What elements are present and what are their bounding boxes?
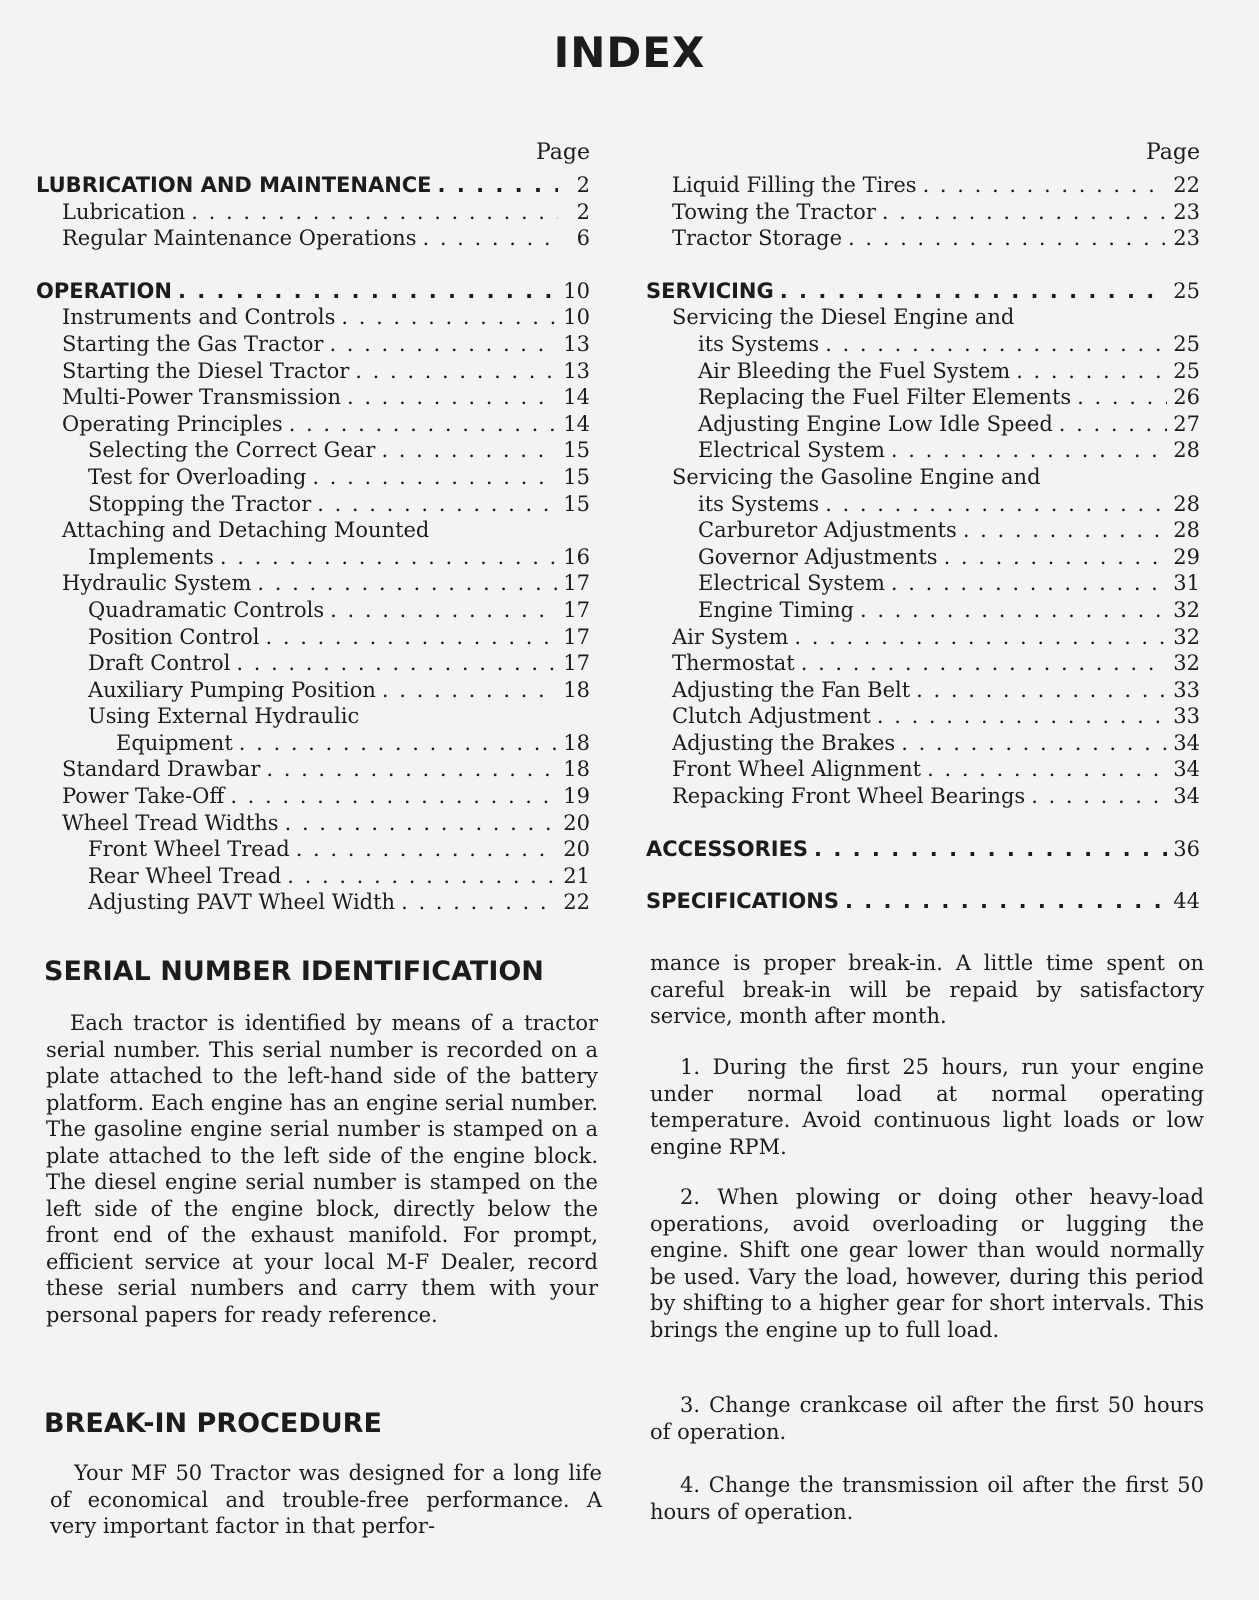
index-entry-page: 34 [1173,757,1200,782]
index-entry [646,650,1206,677]
dot-leader [191,199,558,226]
index-entry-label: Engine Timing [698,597,854,622]
index-entry [36,783,596,810]
breakin-intro: Your MF 50 Tractor was designed for a long life of economical and trouble-free performance. A very important factor in that perfor- [50,1461,602,1538]
index-entry-page: 13 [563,358,590,383]
index-entry-label: its Systems [698,331,820,356]
index-entry-label: OPERATION [36,278,172,303]
dot-leader [860,597,1167,624]
breakin-item-2: 2. When plowing or doing other heavy-load operations, avoid overloading or lugging the engine. Shift one gear lower than would normally be used. Vary the load, however, during this period by shifting to a higher gear for short intervals. This brings the engine up to full load. [650,1185,1204,1342]
index-entry-page: 16 [563,544,590,569]
index-entry-label: Rear Wheel Tread [88,863,282,888]
dot-leader [944,544,1168,571]
index-entry-label: LUBRICATION AND MAINTENANCE [36,173,432,197]
index-entry [36,225,596,252]
index-entry [646,491,1206,518]
index-entry-page: 33 [1173,677,1200,702]
index-entry-page: 32 [1173,597,1200,622]
dot-leader [355,358,557,385]
index-entry-page: 26 [1173,385,1200,410]
index-entry-label: Test for Overloading [88,464,307,489]
index-entry [36,199,596,226]
index-entry [36,889,596,916]
index-entry [646,677,1206,704]
index-list-left [36,172,596,916]
index-entry [36,703,596,730]
breakin-item-1: 1. During the first 25 hours, run your engine under normal load at normal operating temperature. Avoid continuous light loads or low engine RPM. [650,1055,1204,1159]
dot-leader [1059,411,1167,438]
index-entry-page: 29 [1173,544,1200,569]
index-entry-label: Position Control [88,624,260,649]
index-entry [646,783,1206,810]
index-entry [646,384,1206,411]
index-entry [36,650,596,677]
dot-leader [882,199,1167,226]
dot-leader [296,836,558,863]
index-entry-page: 20 [563,810,590,835]
index-entry-page: 20 [563,837,590,862]
index-entry-page: 2 [576,173,590,197]
index-entry-label: Regular Maintenance Operations [62,226,417,251]
index-entry [36,517,596,544]
index-entry [646,517,1206,544]
index-entry [36,810,596,837]
index-right-column [646,138,1206,915]
index-gap [36,252,596,278]
index-entry-page: 2 [576,199,590,224]
index-entry-label: Replacing the Fuel Filter Elements [698,385,1072,410]
index-entry-label: Instruments and Controls [62,305,336,330]
dot-leader [382,677,557,704]
index-entry-page: 13 [563,331,590,356]
index-entry-page: 25 [1173,331,1200,356]
index-entry-label: Using External Hydraulic [88,704,360,729]
index-entry-page: 18 [563,677,590,702]
dot-leader [794,624,1167,651]
index-section-heading [36,172,596,199]
dot-leader [438,172,558,199]
index-entry-page: 34 [1173,730,1200,755]
index-entry-label: Adjusting Engine Low Idle Speed [698,411,1053,436]
index-entry-label: Operating Principles [62,411,283,436]
index-entry-page: 10 [563,278,590,303]
index-entry-label: Adjusting PAVT Wheel Width [88,890,396,915]
index-entry-label: Servicing the Gasoline Engine and [672,464,1041,489]
index-entry-label: Power Take-Off [62,784,225,809]
index-entry-label: Adjusting the Fan Belt [672,677,911,702]
index-entry-label: Clutch Adjustment [672,704,871,729]
index-entry [646,730,1206,757]
dot-leader [312,464,557,491]
index-entry-label: ACCESSORIES [646,836,809,861]
index-entry-page: 22 [563,890,590,915]
index-entry [36,730,596,757]
index-entry-label: Governor Adjustments [698,544,938,569]
index-entry-label: Attaching and Detaching Mounted [62,518,430,543]
index-entry [36,570,596,597]
index-entry [646,756,1206,783]
page-title: INDEX [553,28,706,77]
index-entry [646,199,1206,226]
index-entry-page: 21 [563,863,590,888]
index-entry-label: Servicing the Diesel Engine and [672,305,1015,330]
index-entry-page: 17 [563,597,590,622]
dot-leader [1031,783,1167,810]
index-entry-label: Wheel Tread Widths [62,810,279,835]
index-entry [646,597,1206,624]
index-entry [646,544,1206,571]
index-entry-page: 32 [1173,651,1200,676]
index-entry-page: 6 [576,226,590,251]
dot-leader [923,172,1168,199]
dot-leader [825,491,1167,518]
index-entry-label: Front Wheel Alignment [672,757,922,782]
index-entry [36,624,596,651]
index-list-right [646,172,1206,915]
dot-leader [916,677,1167,704]
dot-leader [848,225,1167,252]
breakin-item-4: 4. Change the transmission oil after the first 50 hours of operation. [650,1473,1204,1524]
index-entry [36,384,596,411]
index-entry-label: Lubrication [62,199,186,224]
dot-leader [825,331,1167,358]
index-entry-label: Air Bleeding the Fuel System [698,358,1011,383]
dot-leader [381,437,557,464]
index-entry [36,437,596,464]
index-entry [36,358,596,385]
index-entry-label: Selecting the Correct Gear [88,438,376,463]
index-entry-page: 23 [1173,226,1200,251]
dot-leader [780,278,1168,305]
page-column-header: Page [535,140,590,165]
index-entry-label: Equipment [116,730,233,755]
serial-paragraph: Each tractor is identified by means of a tractor serial number. This serial number is recorded on a plate attached to the left-hand side of the battery platform. Each engine has an engine serial number. The gasoline engine serial number is stamped on a plate attached to the left side of the engine block. The diesel engine serial number is stamped on the left side of the engine block, directly below the front end of the exhaust manifold. For prompt, efficient service at your local M-F Dealer, record these serial numbers and carry them with your personal papers for ready reference. [46,1011,598,1327]
index-section-heading [646,278,1206,305]
dot-leader [891,570,1167,597]
index-entry-label: Quadramatic Controls [88,597,325,622]
index-entry [36,544,596,571]
index-entry-page: 25 [1173,358,1200,383]
index-entry-label: Air System [672,624,789,649]
dot-leader [330,597,557,624]
index-entry-label: Electrical System [698,438,885,463]
index-entry-page: 32 [1173,624,1200,649]
index-entry-page: 28 [1173,518,1200,543]
index-entry-page: 28 [1173,491,1200,516]
breakin-item-3: 3. Change crankcase oil after the first 50 hours of operation. [650,1393,1204,1444]
dot-leader [178,278,557,305]
index-entry [36,836,596,863]
index-section-heading [36,278,596,305]
index-gap [646,252,1206,278]
index-entry [646,225,1206,252]
index-entry [36,597,596,624]
index-left-column [36,138,596,916]
dot-leader [901,730,1167,757]
index-entry-label: Hydraulic System [62,571,252,596]
index-entry [646,703,1206,730]
index-entry [646,464,1206,491]
dot-leader [814,836,1167,863]
index-entry-page: 14 [563,385,590,410]
dot-leader [927,756,1167,783]
index-entry-label: Electrical System [698,571,885,596]
index-entry-page: 22 [1173,173,1200,197]
dot-leader [347,384,557,411]
index-gap [646,862,1206,888]
index-entry [36,304,596,331]
dot-leader [1016,358,1167,385]
breakin-heading: BREAK-IN PROCEDURE [44,1408,382,1439]
index-entry-page: 18 [563,730,590,755]
index-entry-page: 34 [1173,784,1200,809]
index-entry-page: 15 [563,438,590,463]
index-entry-label: Draft Control [88,651,231,676]
index-entry-label: Thermostat [672,651,795,676]
index-entry-label: Front Wheel Tread [88,837,290,862]
index-section-heading [646,836,1206,863]
dot-leader [401,889,557,916]
index-entry-page: 10 [563,305,590,330]
dot-leader [285,810,558,837]
dot-leader [801,650,1168,677]
index-entry-label: Multi-Power Transmission [62,385,341,410]
index-entry [36,677,596,704]
dot-leader [220,544,557,571]
index-entry-page: 17 [563,571,590,596]
index-entry [36,331,596,358]
dot-leader [230,783,557,810]
index-entry [36,863,596,890]
index-entry-label: SPECIFICATIONS [646,889,839,914]
index-entry-page: 33 [1173,704,1200,729]
index-entry-label: Liquid Filling the Tires [672,173,917,197]
dot-leader [1077,384,1167,411]
index-entry [36,464,596,491]
index-entry-page: 25 [1173,278,1200,303]
dot-leader [329,331,557,358]
index-entry-page: 17 [563,651,590,676]
dot-leader [289,411,558,438]
index-entry-label: Standard Drawbar [62,757,261,782]
index-entry-page: 15 [563,491,590,516]
index-entry-label: Stopping the Tractor [88,491,312,516]
index-entry [646,331,1206,358]
dot-leader [266,756,557,783]
index-entry-page: 15 [563,464,590,489]
index-entry [36,756,596,783]
index-entry [36,491,596,518]
index-entry-page: 19 [563,784,590,809]
dot-leader [236,650,557,677]
index-entry-label: Carburetor Adjustments [698,518,957,543]
index-entry-label: its Systems [698,491,820,516]
serial-heading: SERIAL NUMBER IDENTIFICATION [44,956,544,987]
index-entry-page: 44 [1173,889,1200,914]
dot-leader [239,730,558,757]
index-entry [646,437,1206,464]
dot-leader [422,225,558,252]
dot-leader [891,437,1167,464]
index-entry-page: 17 [563,624,590,649]
index-entry-page: 27 [1173,411,1200,436]
dot-leader [877,703,1167,730]
index-entry-label: Auxiliary Pumping Position [88,677,376,702]
index-entry-page: 14 [563,411,590,436]
index-entry-page: 23 [1173,199,1200,224]
index-entry [646,172,1206,199]
index-entry-label: Starting the Gas Tractor [62,331,324,356]
index-entry-page: 36 [1173,836,1200,861]
index-entry [646,304,1206,331]
index-entry-page: 18 [563,757,590,782]
index-entry-page: 31 [1173,571,1200,596]
dot-leader [317,491,557,518]
dot-leader [266,624,558,651]
index-gap [646,810,1206,836]
index-entry [646,411,1206,438]
index-entry [36,411,596,438]
dot-leader [963,517,1167,544]
page-column-header: Page [1145,140,1200,165]
dot-leader [845,888,1167,915]
index-entry [646,358,1206,385]
index-entry-label: SERVICING [646,278,774,303]
index-entry-label: Starting the Diesel Tractor [62,358,350,383]
index-entry [646,624,1206,651]
index-entry-label: Implements [88,544,214,569]
index-entry-page: 28 [1173,438,1200,463]
index-entry-label: Repacking Front Wheel Bearings [672,784,1026,809]
breakin-continued: mance is proper break-in. A little time spent on careful break-in will be repaid by satisfactory service, month after month. [650,951,1204,1028]
index-entry-label: Adjusting the Brakes [672,730,896,755]
index-entry-label: Tractor Storage [672,226,843,251]
index-entry [646,570,1206,597]
dot-leader [341,304,557,331]
dot-leader [257,570,557,597]
index-entry-label: Towing the Tractor [672,199,876,224]
dot-leader [287,863,557,890]
index-section-heading [646,888,1206,915]
